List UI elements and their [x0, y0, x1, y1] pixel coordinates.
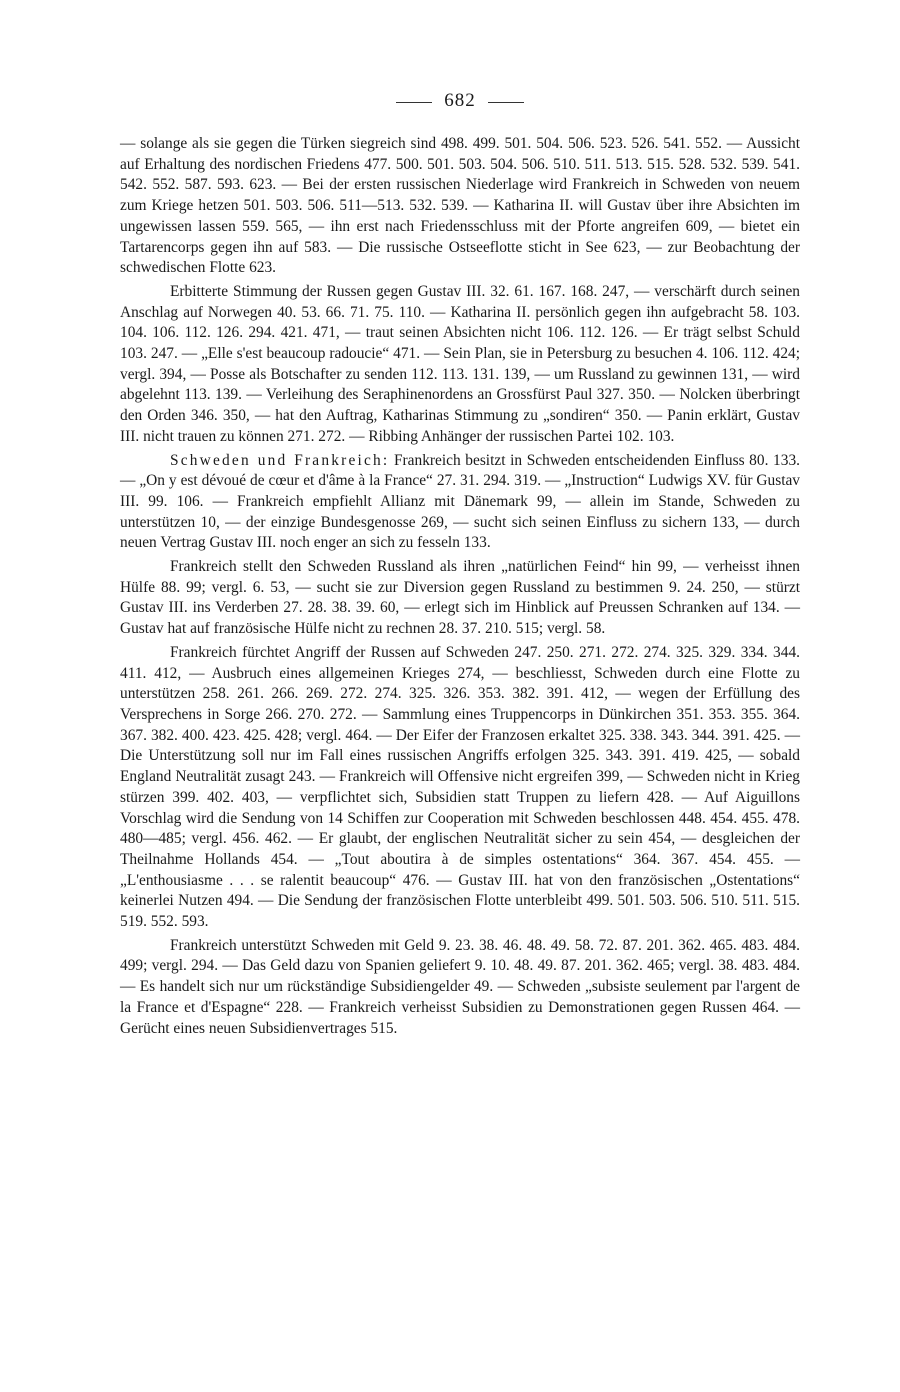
- paragraph-sweden-france: [120, 451, 800, 555]
- paragraph-text: Frankreich stellt den Schweden Russland als ihren „natürlichen Feind“ hin 99, — verheisst ihnen Hülfe 88. 99; vergl. 6. 53, — sucht sie zur Diversion gegen Russland zu bestimmen 9. 24. 250, — stürzt Gustav III. ins Verderben 27. 28. 38. 39. 60, — erlegt sich im Hinblick auf Preussen Schranken auf 134. — Gustav hat auf französische Hülfe nicht zu rechnen 28. 37. 210. 515; vergl. 58.: [120, 558, 800, 638]
- paragraph-france-russia-enemy: [120, 557, 800, 640]
- document-page: [120, 86, 800, 1039]
- paragraph-france-money: [120, 936, 800, 1040]
- page-number: 682: [444, 90, 476, 111]
- header-rule-left: [396, 102, 432, 103]
- paragraph-text: Erbitterte Stimmung der Russen gegen Gustav III. 32. 61. 167. 168. 247, — verschärft durch seinen Anschlag auf Norwegen 40. 53. 66. 71. 75. 110. — Katharina II. persönlich gegen ihn aufgebracht 58. 103. 104. 106. 112. 126. 294. 421. 471, — traut seinen Absichten nicht 106. 112. 126. — Er trägt selbst Schuld 103. 247. — „Elle s'est beaucoup radoucie“ 471. — Sein Plan, sie in Petersburg zu besuchen 4. 106. 112. 424; vergl. 394, — Posse als Botschafter zu senden 112. 113. 131. 139, — um Russland zu gewinnen 131, — wird abgelehnt 113. 139. — Verleihung des Seraphinenordens an Grossfürst Paul 327. 350. — Nolcken überbringt den Orden 346. 350, — hat den Auftrag, Katharinas Stimmung zu „sondiren“ 350. — Panin erklärt, Gustav III. nicht trauen zu können 271. 272. — Ribbing Anhänger der russischen Partei 102. 103.: [120, 282, 800, 445]
- paragraph-text: Frankreich unterstützt Schweden mit Geld 9. 23. 38. 46. 48. 49. 58. 72. 87. 201. 362. 465. 483. 484. 499; vergl. 294. — Das Geld dazu von Spanien geliefert 9. 10. 48. 49. 87. 201. 362. 465; vergl. 38. 483. 484. — Es handelt sich nur um rückständige Subsidiengelder 49. — Schweden „subsiste seulement par l'argent de la France et d'Espagne“ 228. — Frankreich verheisst Subsidien zu Demonstrationen gegen Russen 464. — Gerücht eines neuen Subsidienvertrages 515.: [120, 936, 800, 1037]
- paragraph-text: Frankreich besitzt in Schweden entscheidenden Einfluss 80. 133. — „On y est dévoué de cœur et d'âme à la France“ 27. 31. 294. 319. — „Instruction“ Ludwigs XV. für Gustav III. 99. 106. — Frankreich empfiehlt Allianz mit Dänemark 99, — allein im Stande, Schweden zu unterstützen 10, — der einzige Bundesgenosse 269, — sucht sich seinen Einfluss zu sichern 133, — durch neuen Vertrag Gustav III. noch enger an sich zu fesseln 133.: [120, 451, 800, 552]
- paragraph-france-fears-attack: [120, 643, 800, 933]
- paragraph-text: — solange als sie gegen die Türken siegreich sind 498. 499. 501. 504. 506. 523. 526. 541. 552. — Aussicht auf Erhaltung des nordischen Friedens 477. 500. 501. 503. 504. 506. 510. 511. 513. 515. 528. 532. 539. 541. 542. 552. 587. 593. 623. — Bei der ersten russischen Niederlage wird Frankreich in Schweden von neuem zum Kriege hetzen 501. 503. 506. 511—513. 532. 539. — Katharina II. will Gustav über ihre Absichten im ungewissen lassen 559. 565, — ihn erst nach Friedensschluss mit der Pforte angreifen 609, — bietet ein Tartarencorps gegen ihn auf 583. — Die russische Ostseeflotte sticht in See 623, — zur Beobachtung der schwedischen Flotte 623.: [120, 135, 800, 277]
- paragraph-russian-hostility: [120, 282, 800, 448]
- page-header: [120, 86, 800, 116]
- section-heading: Schweden und Frankreich:: [170, 451, 390, 469]
- paragraph-text: Frankreich fürchtet Angriff der Russen auf Schweden 247. 250. 271. 272. 274. 325. 329. 334. 344. 411. 412, — Ausbruch eines allgemeinen Krieges 274, — beschliesst, Schweden durch eine Flotte zu unterstützen 258. 261. 266. 269. 272. 274. 325. 326. 353. 382. 391. 412, — wegen der Erfüllung des Versprechens in Sorge 266. 270. 272. — Sammlung eines Truppencorps in Dünkirchen 351. 353. 355. 364. 367. 382. 400. 423. 425. 428; vergl. 464. — Der Eifer der Franzosen erkaltet 325. 338. 343. 344. 391. 425. — Die Unterstützung soll nur im Fall eines russischen Angriffs erfolgen 325. 343. 391. 419. 425, — sobald England Neutralität zusagt 243. — Frankreich will Offensive nicht ergreifen 399, — Schweden nicht in Krieg stürzen 399. 402. 403, — verpflichtet sich, Subsidien statt Truppen zu liefern 428. — Auf Aiguillons Vorschlag wird die Sendung von 14 Schiffen zur Cooperation mit Schweden beschlossen 448. 454. 455. 478. 480—485; vergl. 456. 462. — Er glaubt, der englischen Neutralität sicher zu sein 454, — desgleichen der Theilnahme Hollands 454. — „Tout aboutira à de simples ostentations“ 364. 367. 454. 455. — „L'enthousiasme . . . se ralentit beaucoup“ 476. — Gustav III. hat von den französischen „Ostentations“ keinerlei Nutzen 494. — Die Sendung der französischen Flotte unterbleibt 499. 501. 503. 506. 510. 511. 515. 519. 552. 593.: [120, 643, 800, 931]
- paragraph-continuation: [120, 134, 800, 279]
- header-rule-right: [488, 102, 524, 103]
